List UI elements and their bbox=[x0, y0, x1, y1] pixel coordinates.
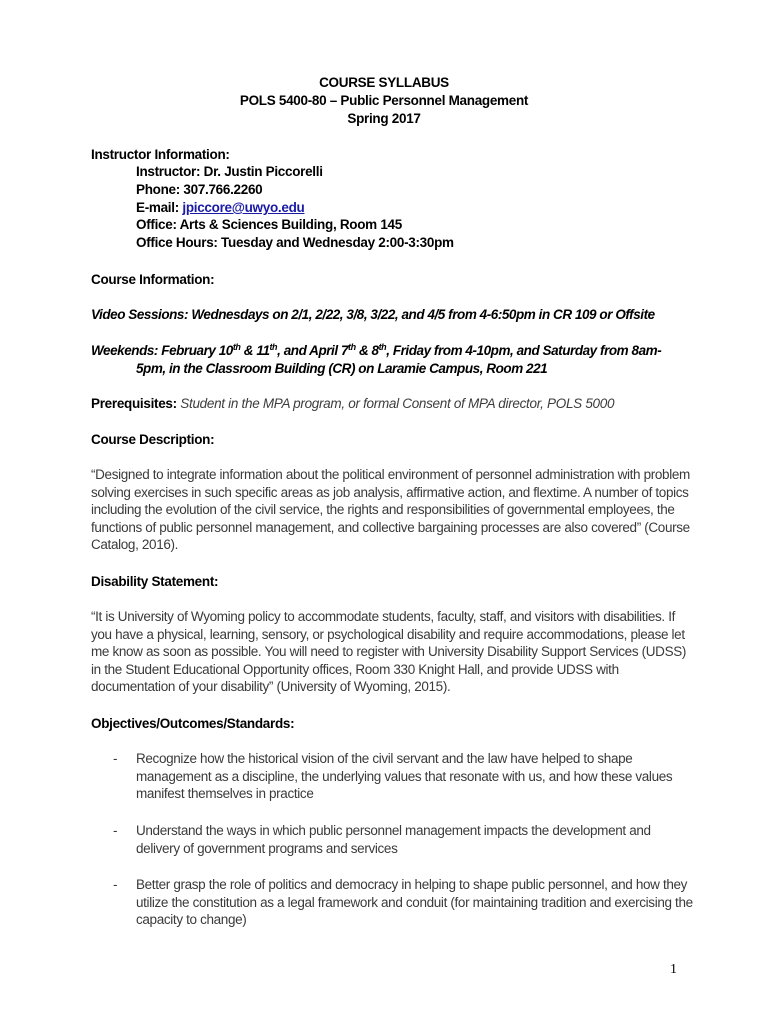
ordinal-suffix: th bbox=[378, 342, 387, 352]
document-title: COURSE SYLLABUS bbox=[319, 75, 449, 90]
weekends-line-1 bbox=[91, 342, 661, 359]
description-heading: Course Description: bbox=[91, 432, 215, 447]
weekends-part: , and April 7 bbox=[277, 343, 349, 358]
email-label: E-mail: bbox=[136, 200, 183, 215]
description-text: “Designed to integrate information about the political environment of personnel administration with problem solving exercises in such specific areas as job analysis, affirmative action, and flextime. A number of topics including the evolution of the civil service, the rights and responsibilities of governmental employees, the functions of public personnel management, and collective bargaining processes are also covered” (Course Catalog, 2016). bbox=[91, 467, 690, 552]
course-title: POLS 5400-80 – Public Personnel Management bbox=[239, 93, 529, 108]
weekends-part: , Friday from 4-10pm, and Saturday from 8am- bbox=[386, 343, 662, 358]
instructor-heading: Instructor Information: bbox=[91, 147, 230, 162]
prerequisites bbox=[91, 395, 614, 412]
objective-item: Better grasp the role of politics and democracy in helping to shape public personnel, and how they utilize the constitution as a legal framework and conduit (for maintaining tradition and exercising the capacity to change) bbox=[136, 877, 693, 927]
bullet-dash: - bbox=[113, 823, 118, 838]
bullet-dash: - bbox=[113, 751, 118, 766]
bullet-dash: - bbox=[113, 877, 118, 892]
course-info-heading: Course Information: bbox=[91, 272, 215, 287]
instructor-hours: Office Hours: Tuesday and Wednesday 2:00-3:30pm bbox=[136, 235, 454, 250]
video-sessions: Video Sessions: Wednesdays on 2/1, 2/22, 3/8, 3/22, and 4/5 from 4-6:50pm in CR 109 or Offsite bbox=[91, 307, 655, 322]
instructor-phone: Phone: 307.766.2260 bbox=[136, 182, 263, 197]
disability-heading: Disability Statement: bbox=[91, 574, 219, 589]
page-number: 1 bbox=[670, 962, 677, 977]
prereq-label: Prerequisites: bbox=[91, 396, 177, 411]
ordinal-suffix: th bbox=[232, 342, 241, 352]
instructor-office: Office: Arts & Sciences Building, Room 145 bbox=[136, 217, 402, 232]
weekends-line-2: 5pm, in the Classroom Building (CR) on Laramie Campus, Room 221 bbox=[136, 361, 548, 376]
instructor-name: Instructor: Dr. Justin Piccorelli bbox=[136, 164, 323, 179]
disability-text: “It is University of Wyoming policy to accommodate students, faculty, staff, and visitors with disabilities. If you have a physical, learning, sensory, or psychological disability and require accommodations, please let me know as soon as possible. You will need to register with University Disability Support Services (UDSS) in the Student Educational Opportunity offices, Room 330 Knight Hall, and provide UDSS with documentation of your disability” (University of Wyoming, 2015). bbox=[91, 609, 687, 694]
weekends-part: & 8 bbox=[355, 343, 379, 358]
ordinal-suffix: th bbox=[348, 342, 356, 352]
email-link[interactable]: jpiccore@uwyo.edu bbox=[182, 200, 305, 215]
weekends-part: Weekends: February 10 bbox=[91, 343, 233, 358]
weekends-part: & 11 bbox=[240, 343, 270, 358]
term: Spring 2017 bbox=[347, 111, 421, 126]
objective-item: Recognize how the historical vision of the civil servant and the law have helped to shape management as a discipline, the underlying values that resonate with us, and how these values manifest themselves in practice bbox=[136, 751, 673, 801]
objective-item: Understand the ways in which public personnel management impacts the development and delivery of government programs and services bbox=[136, 823, 651, 856]
objectives-heading: Objectives/Outcomes/Standards: bbox=[91, 716, 295, 731]
instructor-email-line bbox=[136, 199, 304, 216]
ordinal-suffix: th bbox=[269, 342, 278, 352]
prereq-text: Student in the MPA program, or formal Consent of MPA director, POLS 5000 bbox=[176, 396, 615, 411]
